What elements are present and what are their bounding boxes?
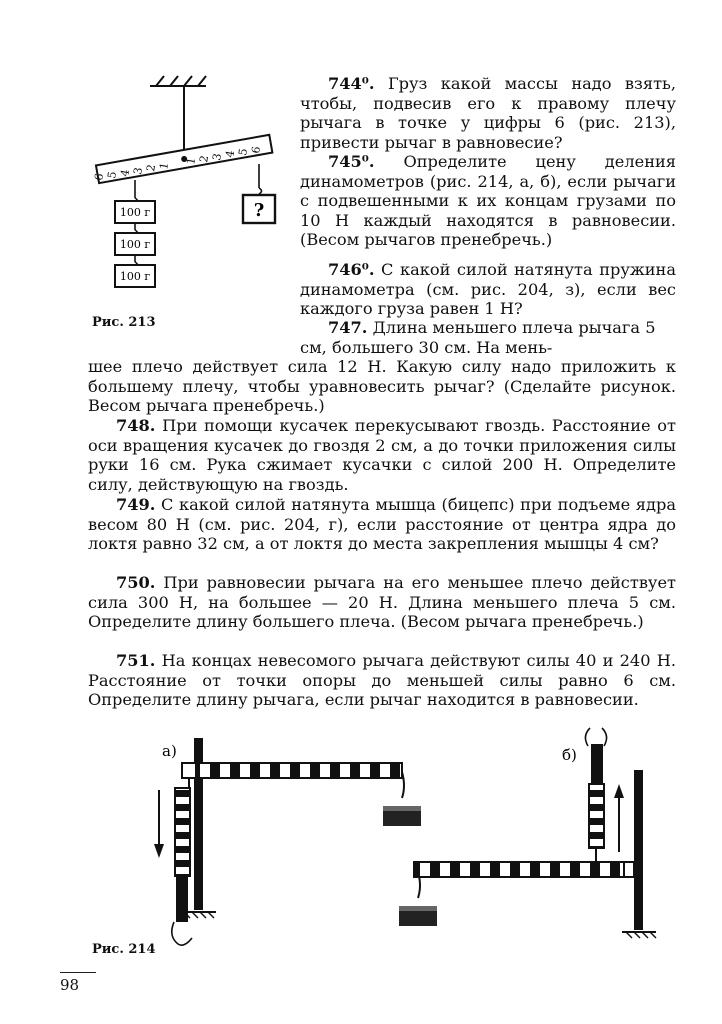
- problem-751-number: 751.: [116, 651, 156, 670]
- problem-744-number: 744⁰.: [328, 74, 375, 93]
- figure-213: [88, 68, 288, 300]
- weight-label-1: 100 г: [119, 206, 151, 219]
- problem-747-continuation: шее плечо действует сила 12 Н. Какую силу надо приложить к большему плечу, чтобы уравновесить рычаг? (Сделайте рисунок. Весом рычага пренебречь.): [88, 357, 676, 416]
- scale-label-right-5: 5: [236, 147, 251, 157]
- scale-label-left-4: 4: [118, 168, 133, 178]
- problem-748-number: 748.: [116, 416, 156, 435]
- problem-745: [300, 152, 676, 250]
- problem-749-number: 749.: [116, 495, 156, 514]
- weight-label-2: 100 г: [119, 238, 151, 251]
- problem-751-text: На концах невесомого рычага действуют силы 40 и 240 Н. Расстояние от точки опоры до меньшей силы равно 6 см. Определите длину рычага, если рычаг находится в равновесии.: [88, 651, 676, 710]
- scale-label-right-6: 6: [249, 145, 264, 155]
- scale-label-right-3: 3: [210, 152, 225, 162]
- problem-749-text: С какой силой натянута мышца (бицепс) при подъеме ядра весом 80 Н (см. рис. 204, г), если расстояние от центра ядра до локтя равно 32 см, а от локтя до места закрепления мышцы 4 см?: [88, 495, 676, 554]
- scale-label-left-3: 3: [131, 166, 146, 176]
- figure-214-label-b: б): [562, 746, 577, 764]
- problem-750: [88, 573, 676, 632]
- problem-748: [88, 416, 676, 494]
- unknown-weight-mark: ?: [253, 200, 265, 221]
- problem-745-text: Определите цену деления динамометров (рис. 214, а, б), если рычаги с подвешенными к их концам грузами по 10 Н каждый находятся в равновесии. (Весом рычагов пренебречь.): [300, 152, 676, 250]
- scale-label-left-1: 1: [157, 161, 172, 171]
- page-number: 98: [60, 976, 80, 994]
- problem-748-text: При помощи кусачек перекусывают гвоздь. Расстояние от оси вращения кусачек до гвоздя 2 см, а до точки приложения силы руки 16 см. Рука сжимает кусачки с силой 200 Н. Определите силу, действующую на гвоздь.: [88, 416, 676, 494]
- figure-214-caption: Рис. 214: [92, 942, 156, 957]
- problem-747-start: [300, 318, 676, 357]
- scale-label-left-2: 2: [144, 163, 159, 173]
- problem-751: [88, 651, 676, 710]
- problem-745-number: 745⁰.: [328, 152, 375, 171]
- problem-744-text: Груз какой массы надо взять, чтобы, подвесив его к правому плечу рычага в точке у цифры 6 (рис. 213), привести рычаг в равновесие?: [300, 74, 676, 152]
- problem-746-number: 746⁰.: [328, 260, 375, 279]
- problem-749: [88, 495, 676, 554]
- scale-label-right-4: 4: [223, 149, 238, 159]
- scale-label-right-2: 2: [197, 154, 212, 164]
- problem-747-text-start: Длина меньшего плеча рычага 5 см, большего 30 см. На мень-: [300, 318, 656, 357]
- page-number-rule: [60, 972, 96, 973]
- problem-746: [300, 260, 676, 319]
- figure-214-label-a: а): [162, 742, 177, 760]
- figure-213-caption: Рис. 213: [92, 315, 156, 330]
- scale-label-left-5: 5: [105, 170, 120, 180]
- scale-label-left-6: 6: [92, 172, 107, 182]
- problem-750-text: При равновесии рычага на его меньшее плечо действует сила 300 Н, на большее — 20 Н. Длина меньшего плеча 5 см. Определите длину большего плеча. (Весом рычага пренебречь.): [88, 573, 676, 632]
- weight-label-3: 100 г: [119, 270, 151, 283]
- problem-746-text: С какой силой натянута пружина динамометра (см. рис. 204, з), если вес каждого груза равен 1 Н?: [300, 260, 676, 319]
- figure-214: [150, 720, 660, 965]
- problem-747-number: 747.: [328, 318, 368, 337]
- scale-label-right-1: 1: [184, 156, 199, 166]
- problem-744: [300, 74, 676, 152]
- problem-750-number: 750.: [116, 573, 156, 592]
